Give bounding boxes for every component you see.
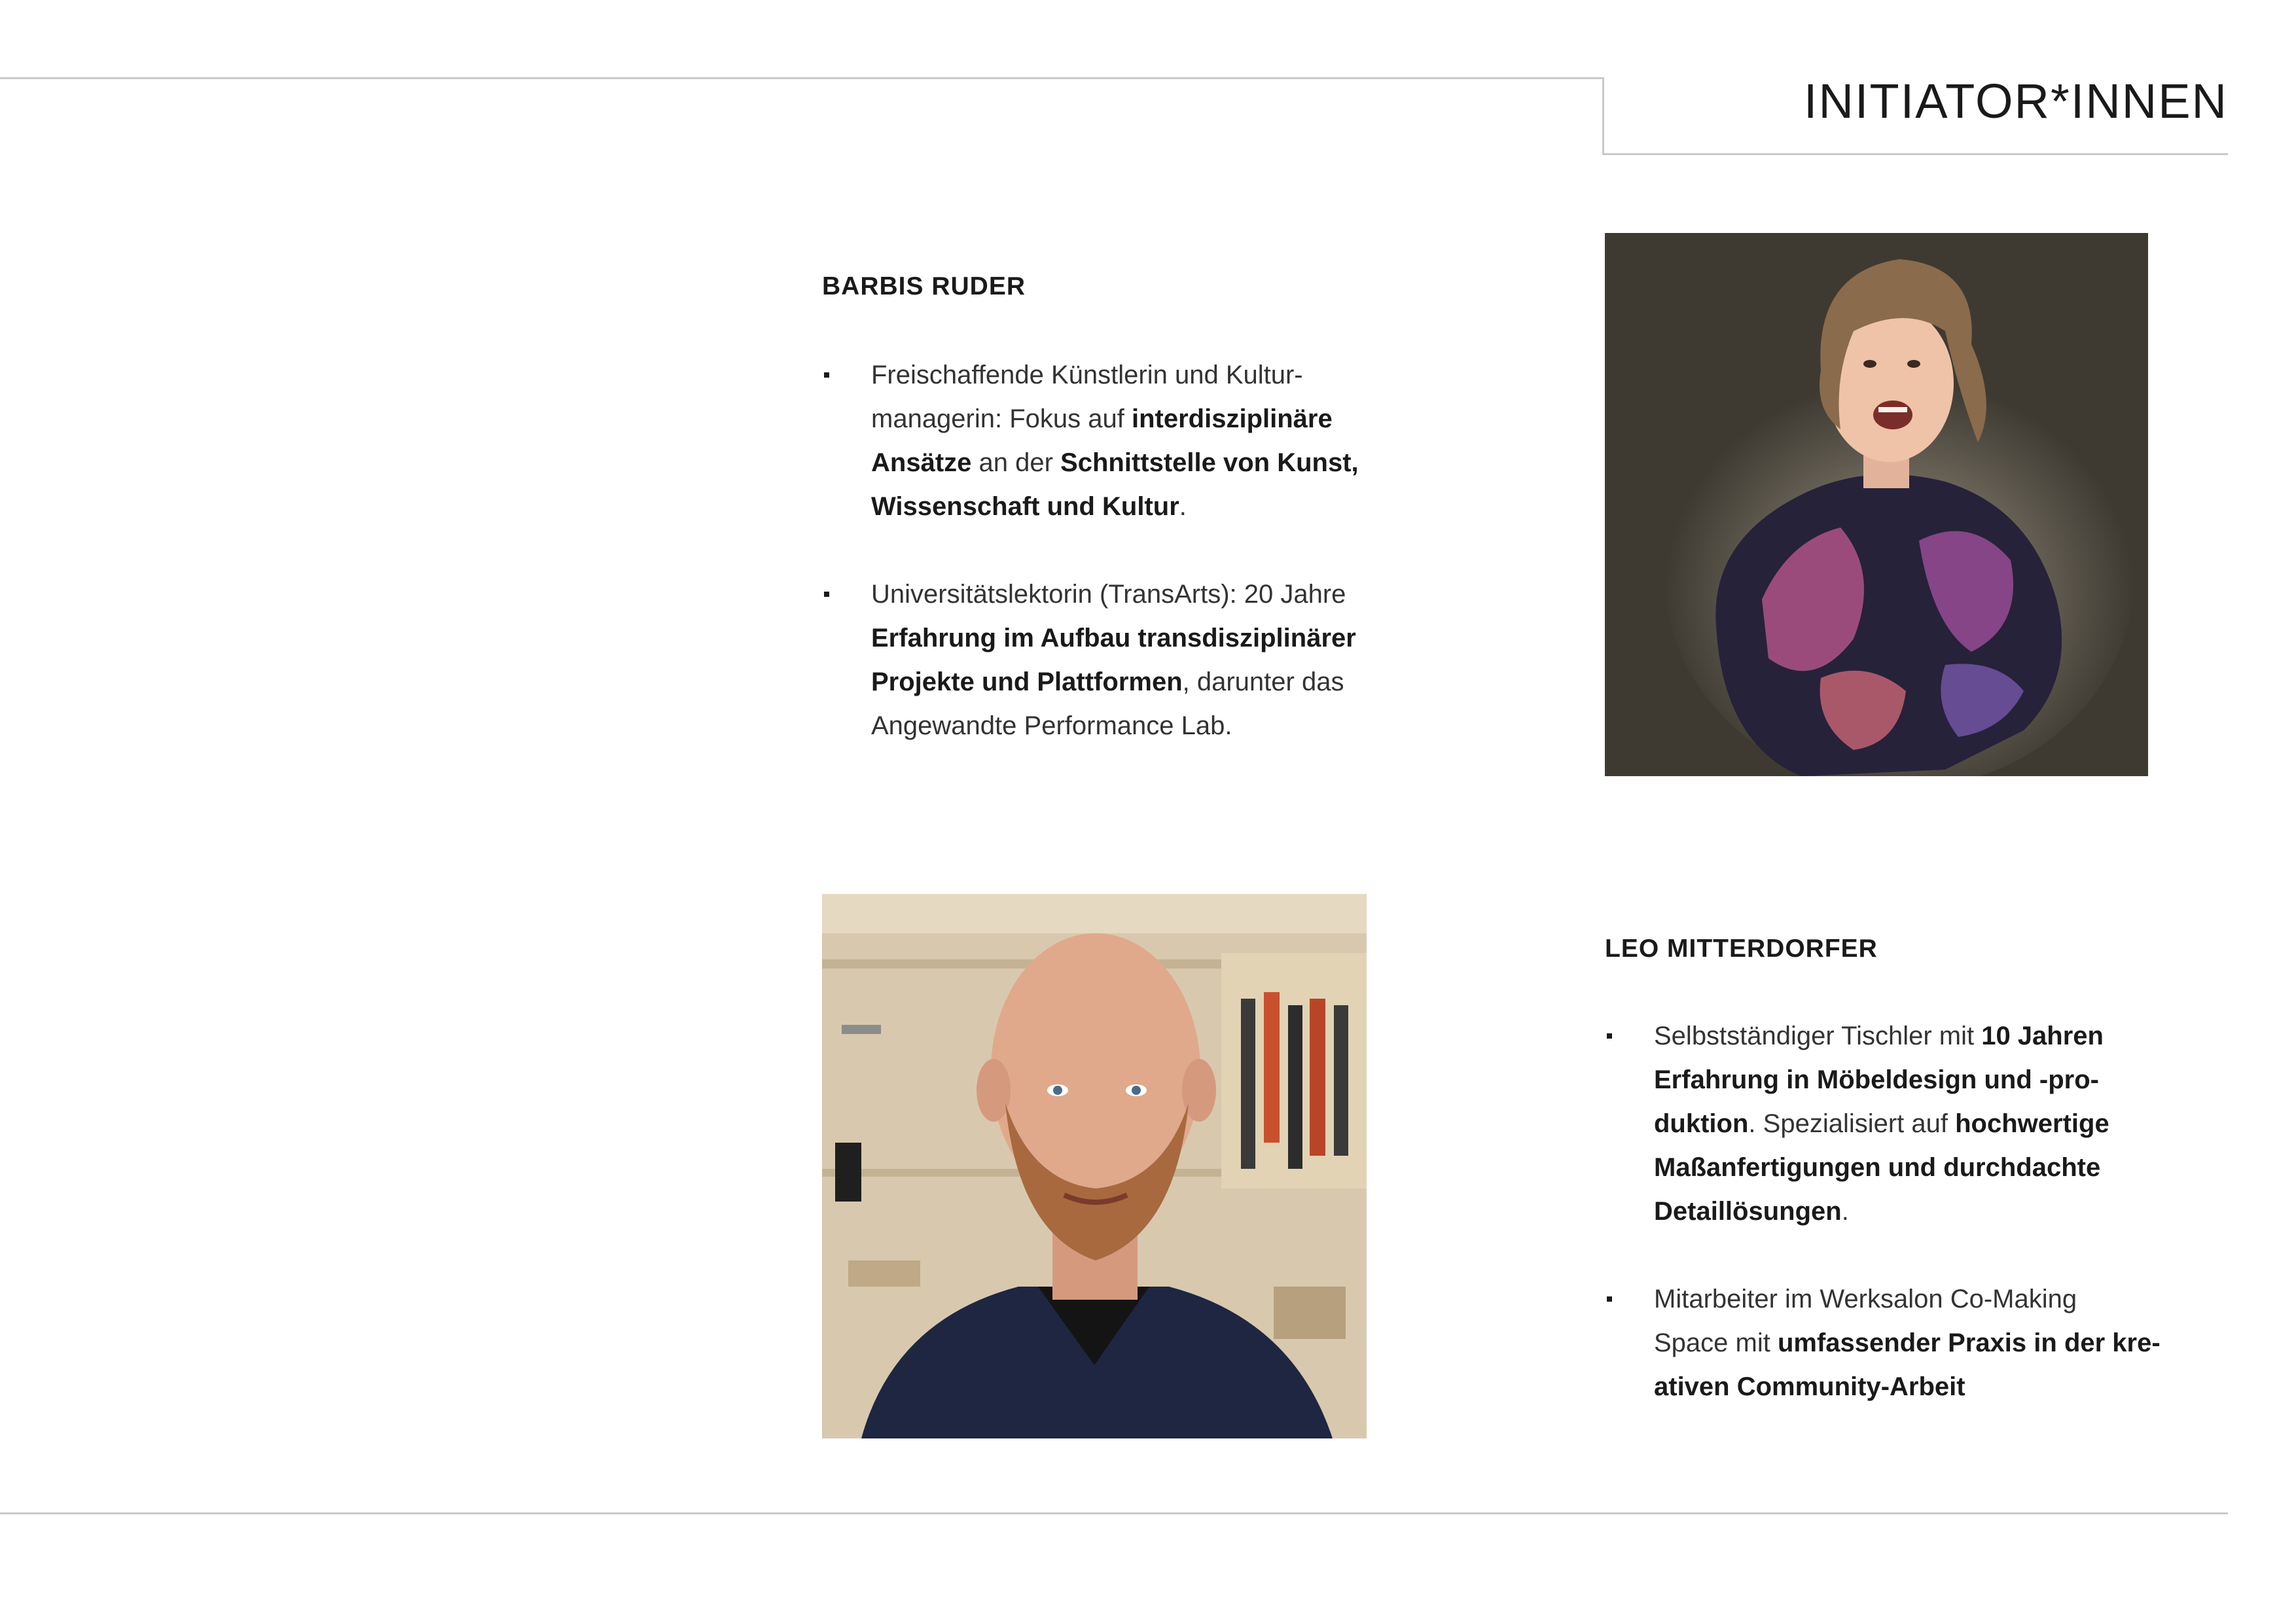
- top-divider: [0, 77, 1604, 79]
- bio-highlight: hochwertige: [1955, 1109, 2109, 1138]
- bio-highlight: Projekte und Plattformen: [871, 668, 1183, 696]
- title-box-left-border: [1602, 77, 1604, 154]
- bio-highlight: Maßanfertigungen und durchdachte: [1654, 1153, 2101, 1182]
- bio-highlight: duktion: [1654, 1109, 1749, 1138]
- bio-text: , darunter das: [1182, 668, 1344, 696]
- bullet-marker: [824, 592, 829, 597]
- bio-highlight: Schnittstelle von Kunst,: [1060, 448, 1359, 477]
- bio-text: Space mit: [1654, 1329, 1778, 1357]
- bottom-divider: [0, 1512, 2228, 1514]
- bullet-marker: [824, 372, 829, 378]
- bio-text: . Spezialisiert auf: [1748, 1109, 1956, 1138]
- bio-highlight: Wissenschaft und Kultur: [871, 492, 1179, 521]
- page-title: INITIATOR*INNEN: [1803, 74, 2228, 128]
- bio-highlight: Detaillösungen: [1654, 1197, 1842, 1226]
- portrait-leo-mitterdorfer: [822, 894, 1367, 1438]
- bio-item: [1605, 1014, 2194, 1234]
- bio-text: Mitarbeiter im Werksalon Co-Making: [1654, 1285, 2077, 1313]
- portrait-barbis-ruder: [1605, 233, 2148, 776]
- bullet-marker: [1607, 1296, 1612, 1302]
- bio-highlight: Ansätze: [871, 448, 972, 477]
- title-box-bottom-border: [1602, 153, 2228, 155]
- bio-text: managerin: Fokus auf: [871, 404, 1132, 433]
- bio-text: an der: [971, 448, 1061, 477]
- bullet-marker: [1607, 1033, 1612, 1039]
- bio-item: [1605, 1277, 2194, 1409]
- bio-highlight: umfassender Praxis in der kre-: [1777, 1329, 2161, 1357]
- bio-highlight: 10 Jahren: [1981, 1022, 2104, 1050]
- bio-text: .: [1179, 492, 1187, 521]
- bio-item: [822, 573, 1398, 748]
- bio-highlight: interdisziplinäre: [1132, 404, 1333, 433]
- bio-text: Selbstständiger Tischler mit: [1654, 1022, 1982, 1050]
- bio-highlight: Erfahrung im Aufbau transdisziplinärer: [871, 624, 1356, 652]
- bio-text: .: [1841, 1197, 1849, 1226]
- bio-text: Freischaffende Künstlerin und Kultur-: [871, 361, 1303, 389]
- bio-highlight: ativen Community-Arbeit: [1654, 1372, 1965, 1401]
- bio-list-barbis-ruder: [822, 353, 1398, 748]
- bio-item: [822, 353, 1398, 529]
- bio-highlight: Erfahrung in Möbeldesign und -pro-: [1654, 1065, 2099, 1094]
- bio-text: Angewandte Performance Lab.: [871, 711, 1232, 740]
- bio-list-leo-mitterdorfer: [1605, 1014, 2194, 1409]
- bio-text: Universitätslektorin (TransArts): 20 Jahre: [871, 580, 1346, 609]
- person-name-barbis-ruder: BARBIS RUDER: [822, 272, 1026, 300]
- person-name-leo-mitterdorfer: LEO MITTERDORFER: [1605, 935, 1878, 963]
